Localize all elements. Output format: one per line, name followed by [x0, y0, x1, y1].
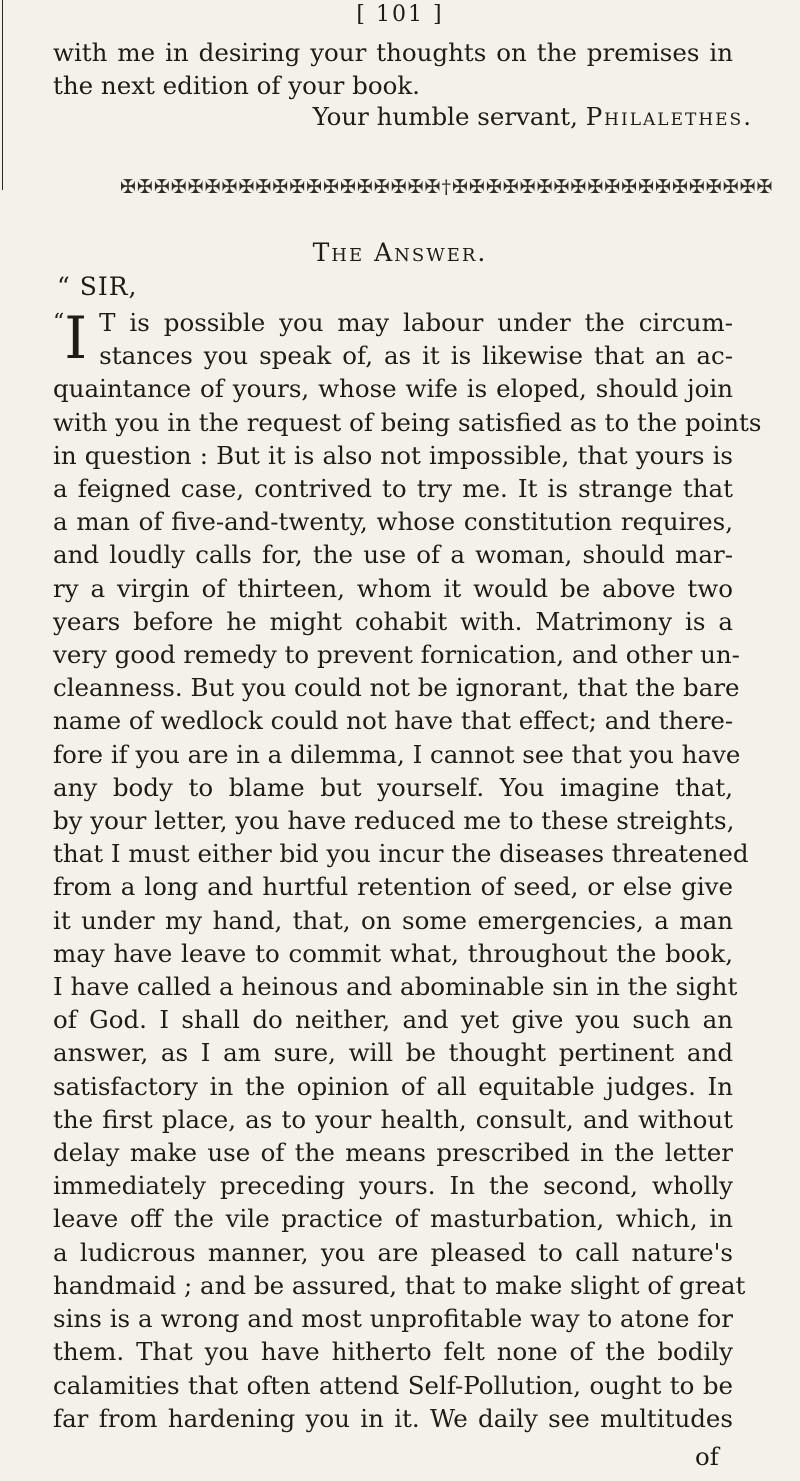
page-edge-rule [2, 0, 3, 190]
text-line: by your letter, you have reduced me to these streights, [53, 806, 735, 836]
text-line: a ludicrous manner, you are pleased to call nature's [53, 1237, 733, 1267]
text-line: years before he might cohabit with. Matrimony is a [53, 606, 733, 636]
text-line: cleanness. But you could not be ignorant, that the bare [53, 673, 740, 703]
text-line: answer, as I am sure, will be thought pertinent and [53, 1038, 733, 1068]
text-line: with you in the request of being satisfied as to the points [53, 407, 762, 437]
section-heading: The Answer. [312, 238, 488, 267]
text-line: the first place, as to your health, consult, and without [53, 1104, 733, 1134]
text-line: in question : But it is also not impossible, that yours is [53, 440, 733, 470]
text-line: I have called a heinous and abominable sin in the sight [53, 972, 738, 1002]
drop-cap: “I [53, 304, 88, 372]
text-line: calamities that often attend Self-Pollution, ought to be [53, 1370, 733, 1400]
text-line: name of wedlock could not have that effect; and there- [53, 706, 734, 736]
text-line: a man of five-and-twenty, whose constitution requires, [53, 507, 733, 537]
text-line: handmaid ; and be assured, that to make slight of great [53, 1270, 746, 1300]
text-line: satisfactory in the opinion of all equitable judges. In [53, 1071, 733, 1101]
signer-name: Philalethes. [585, 102, 753, 131]
text-line: delay make use of the means prescribed in the letter [53, 1138, 733, 1168]
ornament-divider: ✠✠✠✠✠✠✠✠✠✠✠✠✠✠✠✠✠✠✠†✠✠✠✠✠✠✠✠✠✠✠✠✠✠✠✠✠✠✠ [120, 176, 774, 198]
text-line: may have leave to commit what, throughout the book, [53, 938, 733, 968]
closing-text: Your humble servant, [312, 102, 586, 131]
text-line: leave off the vile practice of masturbation, which, in [53, 1204, 733, 1234]
text-line: ry a virgin of thirteen, whom it would be above two [53, 573, 733, 603]
opening-quote: “ [53, 310, 65, 335]
text-line: it under my hand, that, on some emergencies, a man [53, 905, 733, 935]
text-line: stances you speak of, as it is likewise that an ac- [99, 341, 733, 371]
text-line: quaintance of yours, whose wife is eloped, should join [53, 374, 733, 404]
text-line: immediately preceding yours. In the second, wholly [53, 1171, 733, 1201]
catchword: of [695, 1442, 719, 1471]
text-line: the next edition of your book. [53, 71, 420, 101]
text-line: fore if you are in a dilemma, I cannot see that you have [53, 739, 741, 769]
text-line: sins is a wrong and most unprofitable way to atone for [53, 1304, 733, 1334]
text-line: far from hardening you in it. We daily see multitudes [53, 1403, 733, 1433]
answer-body [53, 304, 762, 1435]
text-line: with me in desiring your thoughts on the premises in [53, 38, 733, 67]
text-line: and loudly calls for, the use of a woman, should mar- [53, 540, 733, 570]
text-line: a feigned case, contrived to try me. It is strange that [53, 474, 733, 504]
opening-paragraph [53, 36, 733, 102]
text-line: them. That you have hitherto felt none of the bodily [53, 1337, 733, 1367]
signature-line [0, 102, 753, 131]
salutation: “ SIR, [57, 272, 138, 301]
text-line: any body to blame but yourself. You imagine that, [53, 772, 733, 802]
text-line: very good remedy to prevent fornication, and other un- [53, 640, 740, 670]
text-line: from a long and hurtful retention of seed, or else give [53, 872, 733, 902]
text-line: that I must either bid you incur the diseases threatened [53, 839, 749, 869]
text-line: of God. I shall do neither, and yet give you such an [53, 1005, 733, 1035]
text-line: T is possible you may labour under the circum- [99, 308, 733, 337]
page-number: [ 101 ] [356, 2, 444, 27]
